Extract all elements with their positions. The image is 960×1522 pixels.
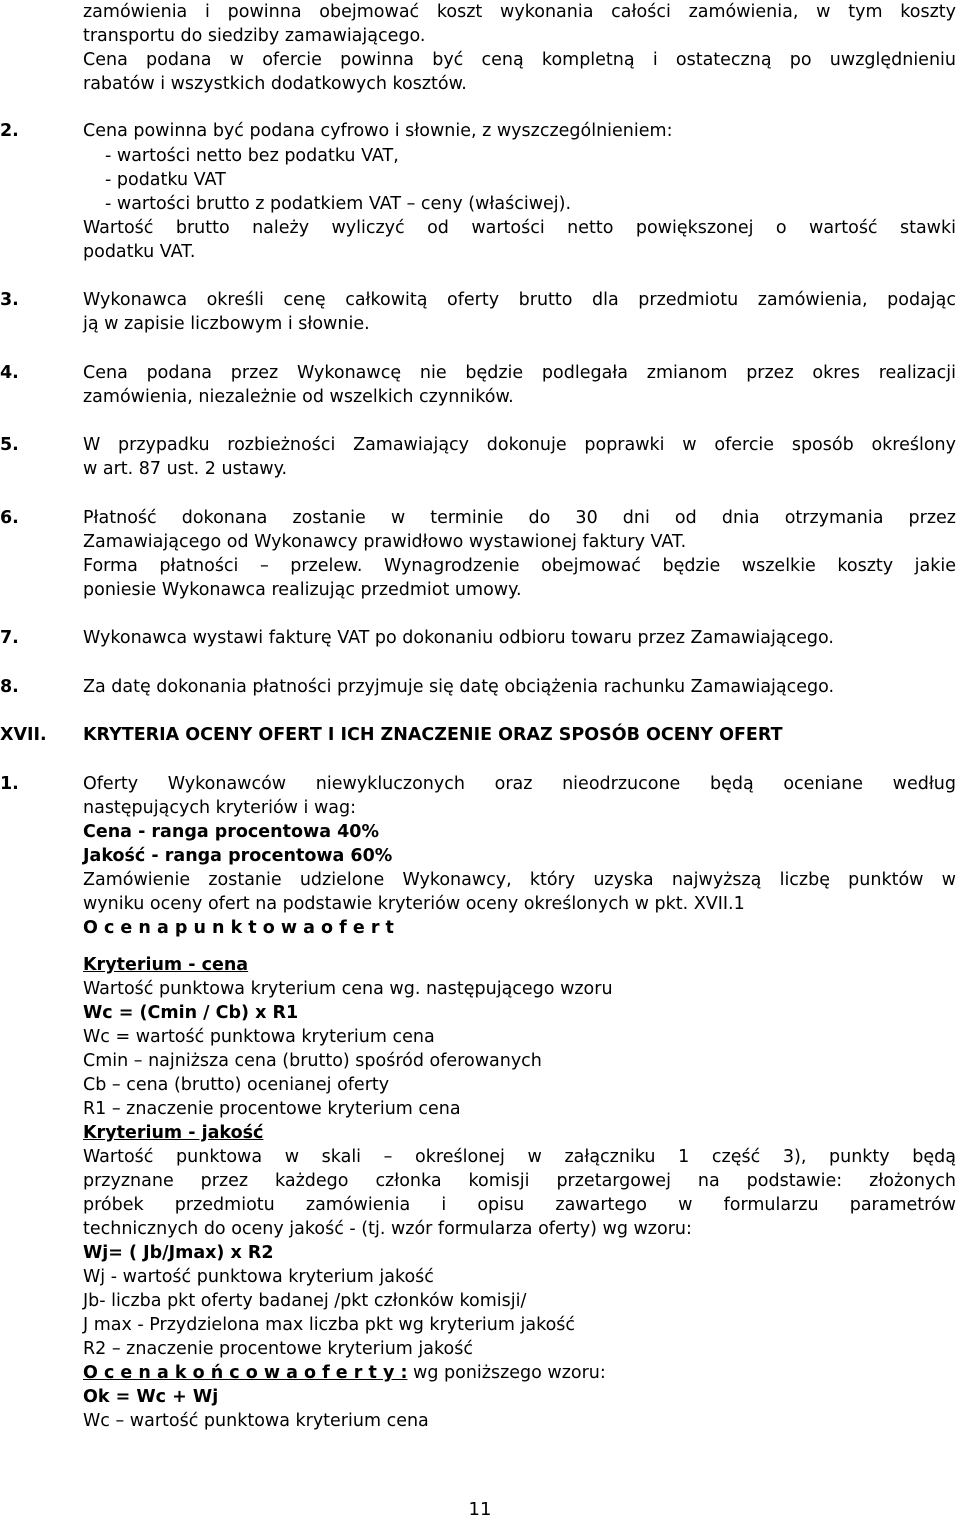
paragraph-line: rabatów i wszystkich dodatkowych kosztów. [83, 74, 467, 94]
paragraph-line: wyniku oceny ofert na podstawie kryteriów oceny określonych w pkt. XVII.1 [83, 894, 745, 914]
definition-line: Cb – cena (brutto) ocenianej oferty [83, 1075, 390, 1095]
paragraph-line: Za datę dokonania płatności przyjmuje się datę obciążenia rachunku Zamawiającego. [83, 677, 835, 697]
paragraph-line: Wartość brutto należy wyliczyć od wartości netto powiększonej o wartość stawki [83, 218, 956, 238]
paragraph-line: W przypadku rozbieżności Zamawiający dokonuje poprawki w ofercie sposób określony [83, 435, 956, 455]
paragraph-line: Wartość punktowa kryterium cena wg. następującego wzoru [83, 979, 613, 999]
item-number: 7. [0, 628, 19, 648]
item-number: 5. [0, 435, 19, 455]
paragraph-line: Płatność dokonana zostanie w terminie do 30 dni od dnia otrzymania przez [83, 508, 956, 528]
paragraph-line: zamówienia i powinna obejmować koszt wykonania całości zamówienia, w tym koszty [83, 2, 956, 22]
definition-line: Wc – wartość punktowa kryterium cena [83, 1411, 429, 1431]
item-number: 2. [0, 121, 19, 141]
formula-wc: Wc = (Cmin / Cb) x R1 [83, 1003, 299, 1023]
section-title: KRYTERIA OCENY OFERT I ICH ZNACZENIE ORAZ SPOSÓB OCENY OFERT [83, 725, 783, 745]
definition-line: R2 – znaczenie procentowe kryterium jakość [83, 1339, 473, 1359]
paragraph-line: technicznych do oceny jakość - (tj. wzór formularza oferty) wg wzoru: [83, 1219, 692, 1239]
paragraph-line: Forma płatności – przelew. Wynagrodzenie obejmować będzie wszelkie koszty jakie [83, 556, 956, 576]
item-number: 3. [0, 290, 19, 310]
paragraph-line: Zamawiającego od Wykonawcy prawidłowo wystawionej faktury VAT. [83, 532, 687, 552]
definition-line: Wc = wartość punktowa kryterium cena [83, 1027, 435, 1047]
ocena-koncowa-tail: wg poniższego wzoru: [407, 1363, 606, 1383]
formula-wj: Wj= ( Jb/Jmax) x R2 [83, 1243, 274, 1263]
paragraph-line: Cena podana przez Wykonawcę nie będzie podlegała zmianom przez okres realizacji [83, 363, 956, 383]
paragraph-line: transportu do siedziby zamawiającego. [83, 26, 426, 46]
paragraph-line: przyznane przez każdego członka komisji przetargowej na podstawie: złożonych [83, 1171, 956, 1191]
paragraph-line: Cena powinna być podana cyfrowo i słownie, z wyszczególnieniem: [83, 121, 673, 141]
item-number: 6. [0, 508, 19, 528]
item-number: 1. [0, 774, 19, 794]
ocena-koncowa-line [83, 1361, 956, 1385]
paragraph-line: Oferty Wykonawców niewykluczonych oraz nieodrzucone będą oceniane według [83, 774, 956, 794]
paragraph-line: ją w zapisie liczbowym i słownie. [83, 314, 370, 334]
definition-line: Wj - wartość punktowa kryterium jakość [83, 1267, 434, 1287]
item-number: 4. [0, 363, 19, 383]
paragraph-line: zamówienia, niezależnie od wszelkich czynników. [83, 387, 514, 407]
paragraph-line: w art. 87 ust. 2 ustawy. [83, 459, 288, 479]
paragraph-line: poniesie Wykonawca realizując przedmiot umowy. [83, 580, 522, 600]
ocena-punktowa-heading: O c e n a p u n k t o w a o f e r t [83, 918, 394, 938]
definition-line: Cmin – najniższa cena (brutto) spośród oferowanych [83, 1051, 542, 1071]
weight-cena: Cena - ranga procentowa 40% [83, 822, 379, 842]
list-item: - wartości brutto z podatkiem VAT – ceny (właściwej). [105, 194, 572, 214]
paragraph-line: Zamówienie zostanie udzielone Wykonawcy, który uzyska najwyższą liczbę punktów w [83, 870, 956, 890]
definition-line: R1 – znaczenie procentowe kryterium cena [83, 1099, 461, 1119]
paragraph-line: Cena podana w ofercie powinna być ceną kompletną i ostateczną po uwzględnieniu [83, 50, 956, 70]
definition-line: J max - Przydzielona max liczba pkt wg kryterium jakość [83, 1315, 576, 1335]
list-item: - wartości netto bez podatku VAT, [105, 146, 399, 166]
kryterium-cena-heading: Kryterium - cena [83, 955, 249, 975]
weight-jakosc: Jakość - ranga procentowa 60% [83, 846, 393, 866]
ocena-koncowa-heading: O c e n a k o ń c o w a o f e r t y : [83, 1363, 408, 1383]
section-number: XVII. [0, 725, 47, 745]
item-number: 8. [0, 677, 19, 697]
paragraph-line: Wykonawca wystawi fakturę VAT po dokonaniu odbioru towaru przez Zamawiającego. [83, 628, 834, 648]
formula-ok: Ok = Wc + Wj [83, 1387, 219, 1407]
definition-line: Jb- liczba pkt oferty badanej /pkt członków komisji/ [83, 1291, 527, 1311]
paragraph-line: Wykonawca określi cenę całkowitą oferty brutto dla przedmiotu zamówienia, podając [83, 290, 956, 310]
paragraph-line: podatku VAT. [83, 242, 196, 262]
list-item: - podatku VAT [105, 170, 226, 190]
kryterium-jakosc-heading: Kryterium - jakość [83, 1123, 264, 1143]
page-number: 11 [468, 1499, 492, 1520]
paragraph-line: następujących kryteriów i wag: [83, 798, 357, 818]
paragraph-line: próbek przedmiotu zamówienia i opisu zawartego w formularzu parametrów [83, 1195, 956, 1215]
paragraph-line: Wartość punktowa w skali – określonej w załączniku 1 część 3), punkty będą [83, 1147, 956, 1167]
